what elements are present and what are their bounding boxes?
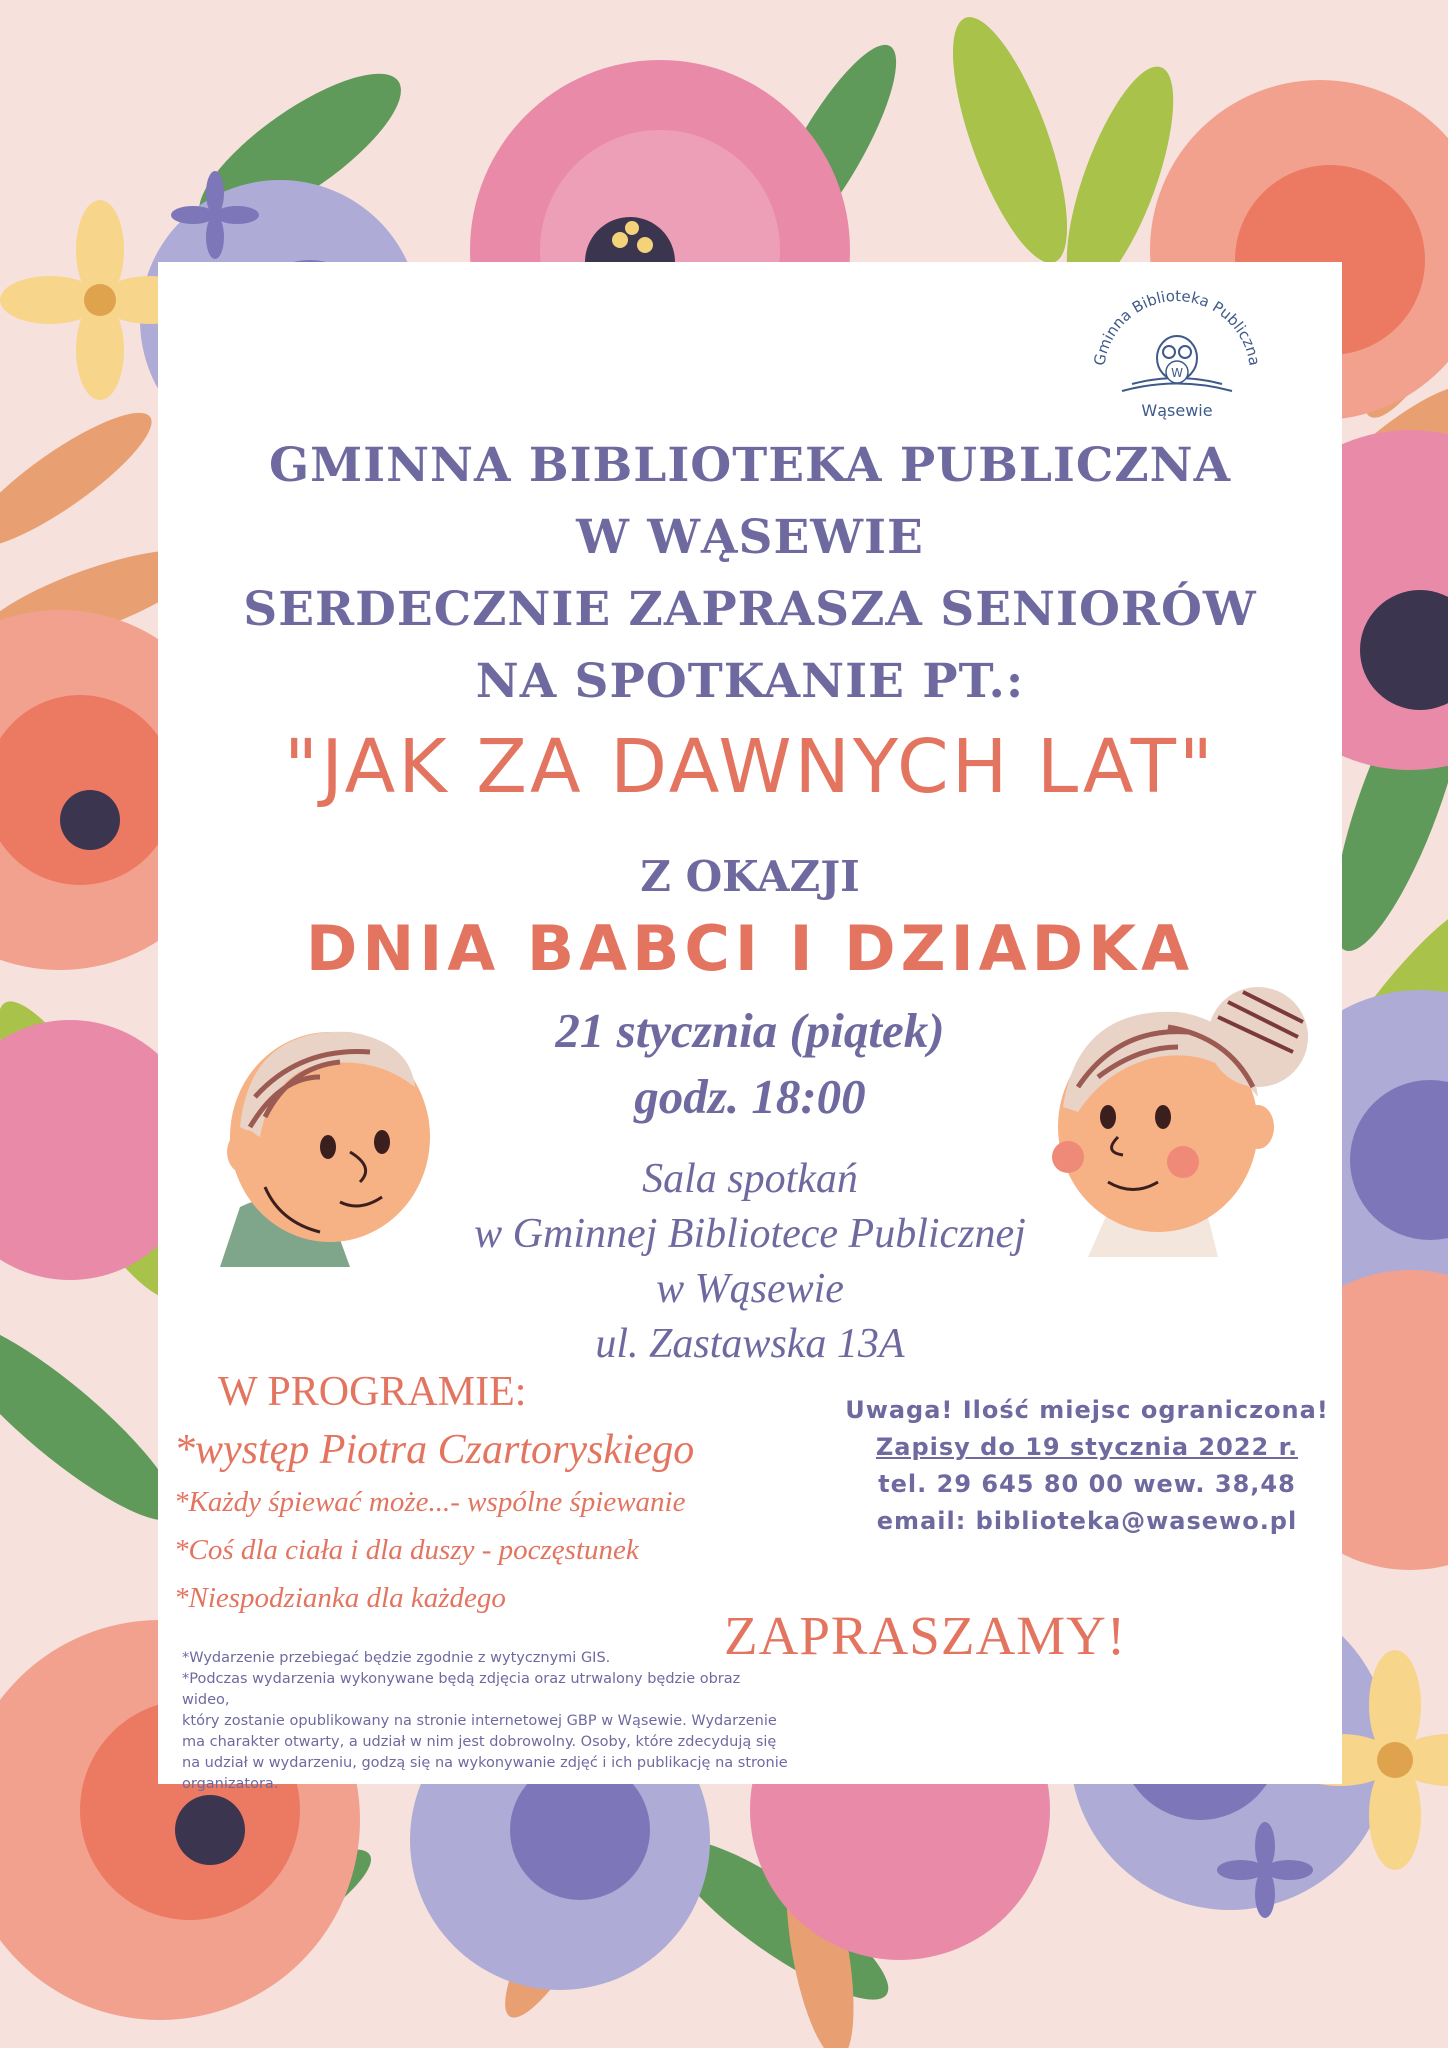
program-list [174,1422,694,1622]
event-place [158,1152,1342,1372]
logo-town: Wąsewie [1141,401,1213,420]
footnote-line: ma charakter otwarty, a udział w nim jest dobrowolny. Osoby, które zdecydują się [182,1734,777,1750]
footnote-line: *Podczas wydarzenia wykonywane będą zdjęcia oraz utrwalony będzie obraz wideo, [182,1671,741,1708]
heading-line: SERDECZNIE ZAPRASZA SENIORÓW [243,582,1257,637]
library-logo [1082,286,1272,426]
footnote-line: który zostanie opublikowany na stronie internetowej GBP w Wąsewie. Wydarzenie [182,1713,777,1729]
footnote-line: *Wydarzenie przebiegać będzie zgodnie z wytycznymi GIS. [182,1650,611,1666]
program-item: *Każdy śpiewać może...- wspólne śpiewanie [174,1486,686,1518]
event-time: godz. 18:00 [634,1069,866,1124]
program-heading: W PROGRAMIE: [218,1369,527,1415]
program-item: *Niespodzianka dla każdego [174,1582,506,1614]
program-item: *występ Piotra Czartoryskiego [174,1427,695,1473]
occasion-name: DNIA BABCI I DZIADKA [305,912,1195,985]
logo-arc-text: Gminna Biblioteka Publiczna [1090,286,1264,367]
place-line: Sala spotkań [642,1156,858,1202]
closing-invitation: ZAPRASZAMY! [724,1605,1127,1666]
footnote-line: na udział w wydarzeniu, godzą się na wykonywanie zdjęć i ich publikację na stronie [182,1755,788,1771]
phone-text: tel. 29 645 80 00 wew. 38,48 [878,1470,1296,1498]
heading [158,430,1342,718]
svg-text:Gminna Biblioteka Publiczna [1090,287,1263,367]
warning-text: Uwaga! Ilość miejsc ograniczona! [845,1396,1329,1424]
signup-info [812,1392,1362,1540]
event-title: "JAK ZA DAWNYCH LAT" [284,724,1216,810]
event-day: 21 stycznia (piątek) [555,1003,945,1058]
place-line: w Wąsewie [656,1266,844,1312]
logo-badge-letter: W [1171,366,1183,380]
footnote-line: organizatora. [182,1776,279,1792]
heading-line: GMINNA BIBLIOTEKA PUBLICZNA [268,438,1232,493]
content-panel [158,262,1342,1792]
heading-line: W WĄSEWIE [576,510,924,565]
place-line: w Gminnej Bibliotece Publicznej [474,1211,1026,1257]
program-item: *Coś dla ciała i dla duszy - poczęstunek [174,1534,639,1566]
email-text: email: biblioteka@wasewo.pl [876,1507,1298,1535]
signup-deadline: Zapisy do 19 stycznia 2022 r. [875,1433,1299,1461]
footnotes [182,1648,792,1795]
place-line: ul. Zastawska 13A [595,1321,905,1367]
heading-line: NA SPOTKANIE PT.: [475,654,1025,709]
occasion-label: Z OKAZJI [640,852,860,901]
